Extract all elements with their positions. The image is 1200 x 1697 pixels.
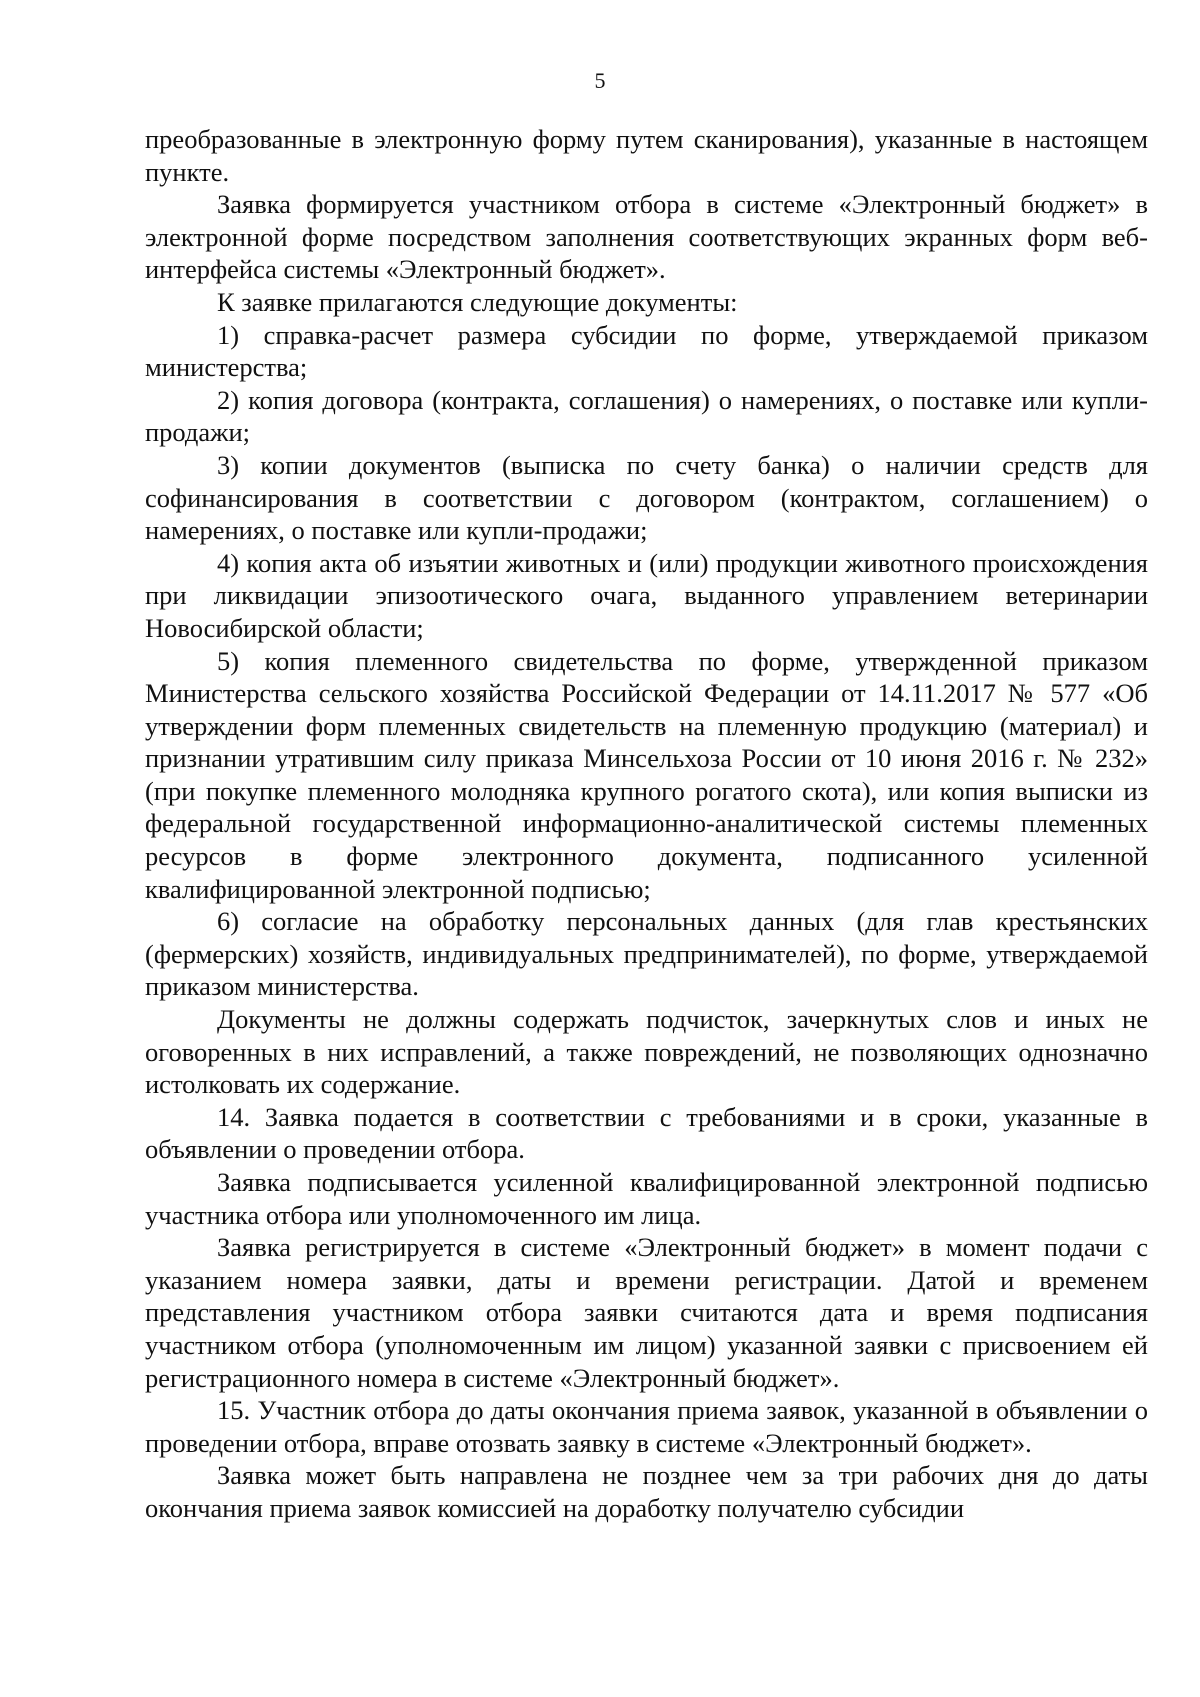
list-item-1-subsidy-calculation: 1) справка-расчет размера субсидии по форме, утверждаемой приказом министерства; [145,319,1148,383]
paragraph-registration: Заявка регистрируется в системе «Электронный бюджет» в момент подачи с указанием номера заявки, даты и времени регистрации. Датой и временем представления участником отбора заявки считаются дата и время подписания участником отбора (уполномоченным им лицом) указанной заявки с присвоением ей регистрационного номера в системе «Электронный бюджет». [145,1232,1148,1393]
list-item-2-contract-copy: 2) копия договора (контракта, соглашения) о намерениях, о поставке или купли-продажи; [145,384,1148,448]
paragraph-revision: Заявка может быть направлена не позднее чем за три рабочих дня до даты окончания приема заявок комиссией на доработку получателю субсидии [145,1460,1148,1523]
list-item-6-personal-data-consent: 6) согласие на обработку персональных данных (для глав крестьянских (фермерских) хозяйств, индивидуальных предпринимателей), по форме, утверждаемой приказом министерства. [145,906,1148,1002]
clause-14-submission: 14. Заявка подается в соответствии с требованиями и в сроки, указанные в объявлении о проведении отбора. [145,1101,1148,1165]
paragraph-signature: Заявка подписывается усиленной квалифицированной электронной подписью участника отбора или уполномоченного им лица. [145,1167,1148,1230]
clause-15-withdrawal: 15. Участник отбора до даты окончания приема заявок, указанной в объявлении о проведении отбора, вправе отозвать заявку в системе «Электронный бюджет». [145,1395,1148,1458]
list-item-4-seizure-act: 4) копия акта об изъятии животных и (или) продукции животного происхождения при ликвидации эпизоотического очага, выданного управлением ветеринарии Новосибирской области; [145,547,1148,643]
paragraph-application-forming: Заявка формируется участником отбора в системе «Электронный бюджет» в электронной форме посредством заполнения соответствующих экранных форм веб-интерфейса системы «Электронный бюджет». [145,189,1148,285]
list-item-5-breeding-certificate: 5) копия племенного свидетельства по форме, утвержденной приказом Министерства сельского хозяйства Российской Федерации от 14.11.2017 № 577 «Об утверждении форм племенных свидетельств на племенную продукцию (материал) и признании утратившим силу приказа Минсельхоза России от 10 июня 2016 г. № 232» (при покупке племенного молодняка крупного рогатого скота), или копия выписки из федеральной государственной информационно-аналитической системы племенных ресурсов в форме электронного документа, подписанного усиленной квалифицированной электронной подписью; [145,645,1148,904]
page-number: 5 [594,68,606,93]
document-body [145,123,1148,1525]
list-item-3-bank-statement: 3) копии документов (выписка по счету банка) о наличии средств для софинансирования в соответствии с договором (контрактом, соглашением) о намерениях, о поставке или купли-продажи; [145,449,1148,546]
paragraph-scan-continuation: преобразованные в электронную форму путем сканирования), указанные в настоящем пункте. [145,124,1148,187]
paragraph-document-requirements: Документы не должны содержать подчисток, зачеркнутых слов и иных не оговоренных в них исправлений, а также повреждений, не позволяющих однозначно истолковать их содержание. [145,1004,1148,1100]
paragraph-attached-documents-intro: К заявке прилагаются следующие документы: [217,286,738,317]
